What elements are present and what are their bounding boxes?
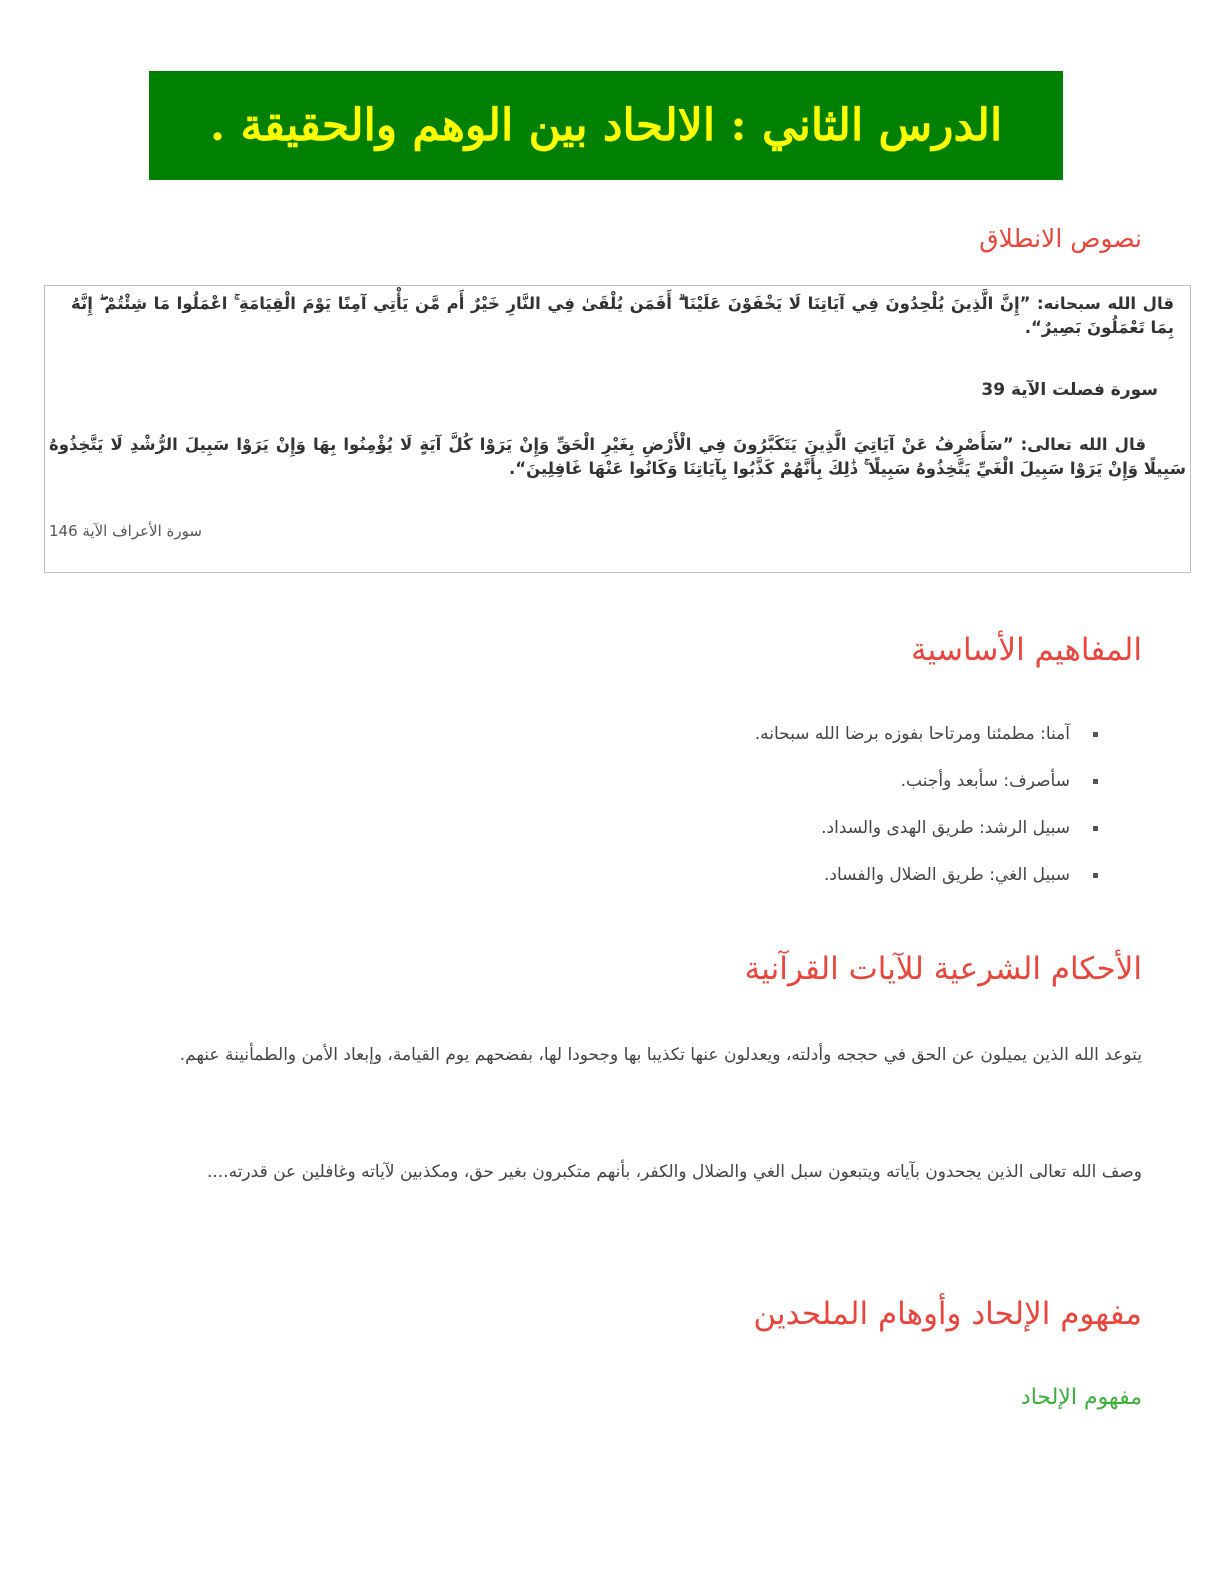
bullet-icon bbox=[1093, 779, 1098, 784]
title-banner bbox=[149, 71, 1063, 180]
list-item bbox=[755, 863, 1074, 887]
list-item bbox=[755, 722, 1074, 746]
list-item bbox=[755, 769, 1074, 793]
verse-reference-fussilat: سورة فصلت الآية 39 bbox=[981, 380, 1158, 400]
list-item bbox=[755, 816, 1074, 840]
concept-text: سبيل الغي: طريق الضلال والفساد. bbox=[824, 865, 1070, 885]
bullet-icon bbox=[1093, 873, 1098, 878]
concept-text: سأصرف: سأبعد وأجنب. bbox=[900, 771, 1070, 791]
ruling-paragraph: يتوعد الله الذين يميلون عن الحق في حججه وأدلته، ويعدلون عنها تكذيبا بها وجحودا لها، بفضحهم يوم القيامة، وإبعاد الأمن والطمأنينة عنهم. bbox=[179, 1045, 1142, 1065]
atheism-heading: مفهوم الإلحاد وأوهام الملحدين bbox=[753, 1296, 1142, 1332]
verse-araf: قال الله تعالى: ”سَأَصْرِفُ عَنْ آيَاتِيَ الَّذِينَ يَتَكَبَّرُونَ فِي الْأَرْضِ بِغَيْرِ الْحَقِّ وَإِنْ يَرَوْا كُلَّ آيَةٍ لَا يُؤْمِنُوا بِهَا وَإِنْ يَرَوْا سَبِيلَ الرُّشْدِ لَا يَتَّخِذُوهُ سَبِيلًا وَإِنْ يَرَوْا سَبِيلَ الْغَيِّ يَتَّخِذُوهُ سَبِيلًا ۚ ذَٰلِكَ بِأَنَّهُمْ كَذَّبُوا بِآيَاتِنَا وَكَانُوا عَنْهَا غَافِلِينَ“. bbox=[49, 435, 1186, 478]
bullet-icon bbox=[1093, 826, 1098, 831]
rulings-heading: الأحكام الشرعية للآيات القرآنية bbox=[744, 951, 1142, 987]
concept-text: آمنا: مطمئنا ومرتاحا بفوزه برضا الله سبحانه. bbox=[754, 724, 1070, 744]
concepts-list bbox=[755, 722, 1074, 910]
concept-text: سبيل الرشد: طريق الهدى والسداد. bbox=[821, 818, 1070, 838]
concepts-heading: المفاهيم الأساسية bbox=[911, 632, 1142, 668]
verse-reference-araf: سورة الأعراف الآية 146 bbox=[49, 522, 202, 540]
verse-fussilat: قال الله سبحانه: ”إِنَّ الَّذِينَ يُلْحِدُونَ فِي آيَاتِنَا لَا يَخْفَوْنَ عَلَيْنَا ۗ أَفَمَن يُلْقَىٰ فِي النَّارِ خَيْرٌ أَم مَّن يَأْتِي آمِنًا يَوْمَ الْقِيَامَةِ ۚ اعْمَلُوا مَا شِئْتُمْ ۖ إِنَّهُ بِمَا تَعْمَلُونَ بَصِيرٌ“. bbox=[71, 294, 1174, 337]
page-title: الدرس الثاني : الالحاد بين الوهم والحقيقة . bbox=[209, 100, 1003, 151]
ruling-paragraph: وصف الله تعالى الذين يجحدون بآياته ويتبعون سبل الغي والضلال والكفر، بأنهم متكبرون بغير حق، ومكذبين لآياته وغافلين عن قدرته.... bbox=[206, 1162, 1142, 1182]
bullet-icon bbox=[1093, 732, 1098, 737]
intro-heading: نصوص الانطلاق bbox=[979, 224, 1142, 253]
verses-box bbox=[44, 285, 1191, 573]
atheism-subheading: مفهوم الإلحاد bbox=[1020, 1385, 1142, 1410]
